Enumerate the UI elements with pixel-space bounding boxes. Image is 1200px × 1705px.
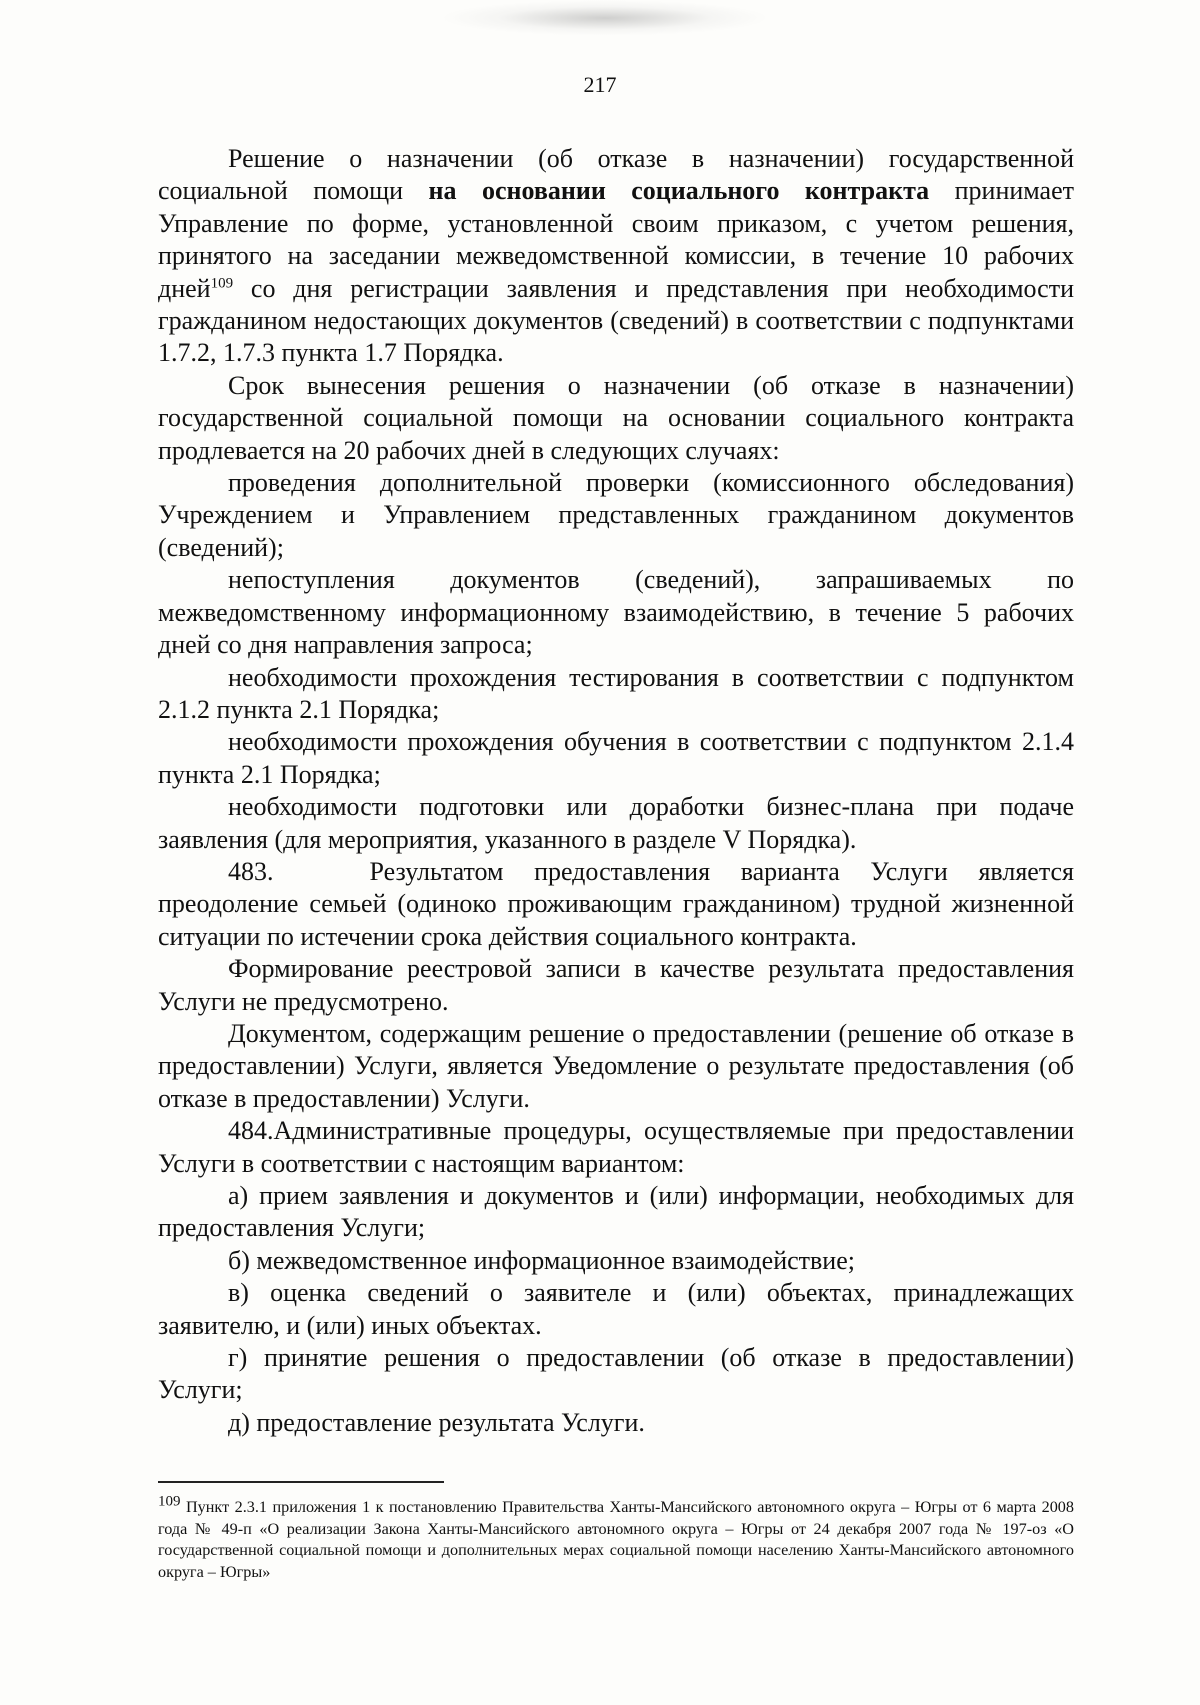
paragraph-483-text: Результатом предоставления варианта Услуги является преодоление семьей (одиноко проживающим гражданином) трудной жизненной ситуации по истечении срока действия социального контракта. [158, 856, 1074, 951]
footnote [158, 1493, 1074, 1583]
bold-phrase: на основании социального контракта [428, 176, 930, 206]
paragraph-decision [158, 143, 1074, 370]
footnote-separator [158, 1481, 444, 1483]
list-item-business-plan: необходимости подготовки или доработки бизнес-плана при подаче заявления (для мероприятия, указанного в разделе V Порядка). [158, 792, 1074, 854]
footnote-text: Пункт 2.3.1 приложения 1 к постановлению Правительства Ханты-Мансийского автономного округа – Югры от 6 марта 2008 года № 49-п «О реализации Закона Ханты-Мансийского автономного округа – Югры от 24 декабря 2007 года № 197-оз «О государственной социальной помощи и дополнительных мерах социальной помощи населению Ханты-Мансийского автономного округа – Югры» [158, 1498, 1074, 1581]
scan-artifact [440, 0, 770, 36]
list-item-c: в) оценка сведений о заявителе и (или) объектах, принадлежащих заявителю, и (или) иных объектах. [158, 1278, 1074, 1340]
list-item-check: проведения дополнительной проверки (комиссионного обследования) Учреждением и Управлением представленных гражданином документов (сведений); [158, 468, 1074, 562]
paragraph-decision-middle: принимает Управление по форме, установленной своим приказом, с учетом решения, принятого на заседании межведомственной комиссии, в течение 10 рабочих дней [158, 176, 1075, 303]
list-item-no-documents: непоступления документов (сведений), запрашиваемых по межведомственному информационному взаимодействию, в течение 5 рабочих дней со дня направления запроса; [158, 565, 1074, 660]
page-number: 217 [583, 72, 617, 97]
footnote-reference: 109 [210, 274, 234, 291]
list-item-e: д) предоставление результата Услуги. [228, 1407, 645, 1437]
footnote-number: 109 [158, 1493, 181, 1510]
list-item-d: г) принятие решения о предоставлении (об отказе в предоставлении) Услуги; [158, 1343, 1074, 1405]
list-item-training: необходимости прохождения обучения в соответствии с подпунктом 2.1.4 пункта 2.1 Порядка; [158, 727, 1074, 789]
paragraph-484: 484.Административные процедуры, осуществляемые при предоставлении Услуги в соответствии с настоящим вариантом: [158, 1116, 1074, 1178]
list-item-b: б) межведомственное информационное взаимодействие; [228, 1245, 855, 1275]
paragraph-number: 483. [228, 856, 274, 886]
paragraph-extension: Срок вынесения решения о назначении (об отказе в назначении) государственной социальной помощи на основании социального контракта продлевается на 20 рабочих дней в следующих случаях: [158, 370, 1074, 465]
list-item-a: а) прием заявления и документов и (или) информации, необходимых для предоставления Услуги; [158, 1181, 1074, 1243]
paragraph-registry: Формирование реестровой записи в качестве результата предоставления Услуги не предусмотрено. [158, 954, 1074, 1016]
document-body [158, 143, 1074, 1439]
paragraph-decision-end: со дня регистрации заявления и представления при необходимости гражданином недостающих документов (сведений) в соответствии с подпунктами 1.7.2, 1.7.3 пункта 1.7 Порядка. [158, 273, 1074, 368]
paragraph-notice: Документом, содержащим решение о предоставлении (решение об отказе в предоставлении) Услуги, является Уведомление о результате предоставления (об отказе в предоставлении) Услуги. [158, 1018, 1074, 1113]
list-item-testing: необходимости прохождения тестирования в соответствии с подпунктом 2.1.2 пункта 2.1 Порядка; [158, 662, 1074, 724]
paragraph-483 [158, 856, 1074, 953]
paragraph-decision-start: Решение о назначении (об отказе в назначении) государственной социальной помощи [158, 144, 1074, 206]
